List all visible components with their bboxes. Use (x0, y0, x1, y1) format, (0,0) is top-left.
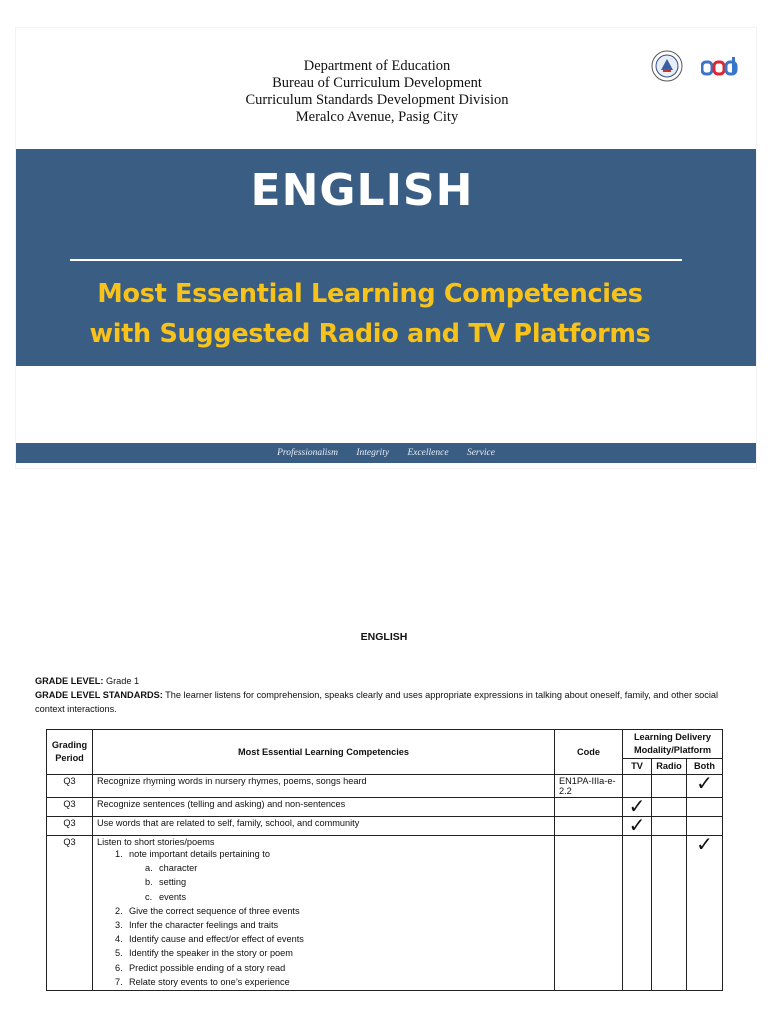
cover-page (16, 28, 756, 468)
modality-both-cell (687, 775, 723, 798)
competency-text: Recognize sentences (telling and asking) and non-sentences (97, 799, 346, 809)
letterhead-line: Meralco Avenue, Pasig City (295, 109, 459, 125)
header-radio: Radio (652, 759, 687, 775)
list-text: Identify cause and effect/or effect of events (129, 934, 304, 945)
grading-period-cell: Q3 (47, 817, 93, 836)
grading-period-cell: Q3 (47, 798, 93, 817)
grading-period-cell: Q3 (47, 836, 93, 991)
modality-both-cell (687, 798, 723, 817)
competency-sub-item (97, 847, 550, 861)
competency-sub-item (97, 890, 550, 904)
modality-radio-cell (652, 817, 687, 836)
core-values-strip (16, 443, 756, 463)
banner-divider (70, 259, 682, 261)
modality-radio-cell (652, 798, 687, 817)
subject-title: ENGLISH (250, 165, 474, 216)
code-cell: EN1PA-IIIa-e-2.2 (555, 775, 623, 798)
grading-period-cell: Q3 (47, 775, 93, 798)
competency-text: Listen to short stories/poems (97, 837, 215, 847)
competency-sub-item (97, 946, 550, 960)
list-text: setting (159, 877, 187, 888)
modality-tv-cell (623, 798, 652, 817)
competency-cell (93, 775, 555, 798)
competency-sub-item (97, 932, 550, 946)
modality-radio-cell (652, 775, 687, 798)
deped-seal-logo (651, 50, 683, 82)
competency-text: Recognize rhyming words in nursery rhymes, poems, songs heard (97, 776, 367, 786)
core-value: Service (466, 448, 495, 458)
banner-subtitle (0, 274, 740, 354)
modality-radio-cell (652, 836, 687, 991)
list-marker: 1. (115, 849, 123, 859)
header-tv: TV (623, 759, 652, 775)
competency-sub-item (97, 961, 550, 975)
code-cell (555, 817, 623, 836)
competency-cell (93, 798, 555, 817)
list-marker: 5. (115, 948, 123, 959)
letterhead-line: Bureau of Curriculum Development (272, 75, 482, 91)
competency-text: Use words that are related to self, family, school, and community (97, 818, 360, 828)
modality-tv-cell (623, 775, 652, 798)
checkmark-icon: ✓ (628, 796, 646, 818)
table-body (47, 775, 723, 991)
list-marker: 4. (115, 934, 123, 945)
letterhead-line: Department of Education (303, 58, 451, 74)
competency-cell (93, 817, 555, 836)
letterhead-line: Curriculum Standards Development Division (245, 92, 509, 108)
checkmark-icon: ✓ (696, 773, 713, 795)
list-marker: 3. (115, 920, 123, 931)
competency-sub-item (97, 918, 550, 932)
core-value: Integrity (356, 448, 390, 458)
modality-tv-cell (623, 836, 652, 991)
list-marker: 7. (115, 976, 123, 987)
list-text: note important details pertaining to (129, 849, 270, 859)
grade-info (35, 674, 735, 716)
list-marker: a. (145, 863, 153, 874)
modality-both-cell (687, 836, 723, 991)
list-marker: c. (145, 891, 153, 902)
list-marker: 6. (115, 962, 123, 973)
table-row (47, 775, 723, 798)
list-text: character (159, 863, 198, 874)
title-banner (16, 149, 756, 366)
header-code: Code (555, 730, 623, 775)
competency-sub-item (97, 975, 550, 989)
list-text: Relate story events to one’s experience (129, 976, 290, 987)
competency-cell (93, 836, 555, 991)
subtitle-line: Most Essential Learning Competencies (97, 279, 643, 309)
list-text: Infer the character feelings and traits (129, 920, 279, 931)
grade-level-label: GRADE LEVEL: (35, 676, 104, 686)
core-value: Professionalism (277, 448, 338, 458)
letterhead (16, 58, 756, 126)
modality-tv-cell (623, 817, 652, 836)
standards-text: The learner listens for comprehension, speaks clearly and uses appropriate expressions in talking about oneself, family, and other social context interactions. (35, 690, 719, 714)
list-text: events (159, 891, 187, 902)
competency-sub-item (97, 875, 550, 889)
grade-level-value: Grade 1 (105, 676, 140, 686)
competency-sub-item (97, 904, 550, 918)
checkmark-icon: ✓ (628, 815, 646, 837)
table-row (47, 836, 723, 991)
standards-label: GRADE LEVEL STANDARDS: (35, 690, 163, 700)
competency-sub-item (97, 861, 550, 875)
checkmark-icon: ✓ (696, 834, 713, 856)
table-row (47, 817, 723, 836)
header-both: Both (687, 759, 723, 775)
list-text: Give the correct sequence of three events (129, 905, 300, 916)
table-row (47, 798, 723, 817)
code-cell (555, 798, 623, 817)
list-marker: 2. (115, 905, 123, 916)
bcd-logo (701, 56, 739, 80)
header-competencies: Most Essential Learning Competencies (93, 730, 555, 775)
list-text: Identify the speaker in the story or poem (129, 948, 293, 959)
subtitle-line: with Suggested Radio and TV Platforms (89, 319, 651, 349)
core-value: Excellence (407, 448, 449, 458)
competencies-table (46, 729, 723, 991)
document-title: ENGLISH (360, 631, 408, 643)
header-modality: Learning Delivery Modality/Platform (623, 730, 723, 759)
list-text: Predict possible ending of a story read (129, 962, 286, 973)
header-grading-period: Grading Period (47, 730, 93, 775)
modality-both-cell (687, 817, 723, 836)
code-cell (555, 836, 623, 991)
list-marker: b. (145, 877, 153, 888)
